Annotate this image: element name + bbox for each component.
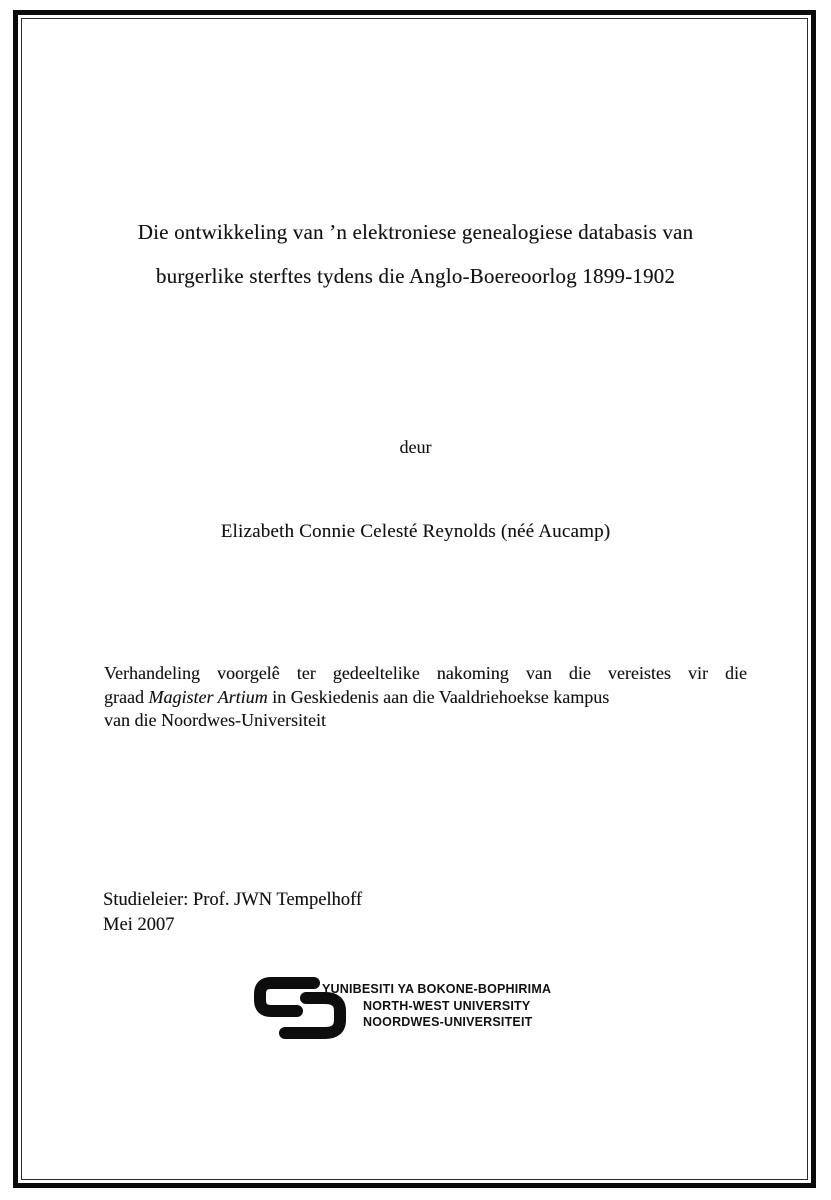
title-line-1: Die ontwikkeling van ’n elektroniese genealogiese databasis van [137,220,694,244]
author-name: Elizabeth Connie Celesté Reynolds (néé Aucamp) [220,521,611,542]
declaration-line-1: Verhandeling voorgelê ter gedeeltelike nakoming van die vereistes vir die [104,663,747,683]
university-logo-text [322,981,551,1031]
thesis-title [60,210,771,298]
supervisor-line: Studieleier: Prof. JWN Tempelhoff [103,890,363,910]
byline-deur: deur [399,437,432,457]
declaration-line-2 [104,686,747,710]
date-line: Mei 2007 [103,915,175,935]
logo-text-english: NORTH-WEST UNIVERSITY [363,998,531,1013]
declaration-paragraph [104,662,747,733]
supervisor-block [103,888,362,938]
degree-name-italic: Magister Artium [148,686,268,707]
declaration-line-3: van die Noordwes-Universiteit [104,710,326,730]
declaration-line-2-suffix: in Geskiedenis aan die Vaaldriehoekse kampus [267,686,610,707]
declaration-line-2-prefix: graad [104,686,149,707]
logo-text-afrikaans: NOORDWES-UNIVERSITEIT [363,1015,533,1029]
title-line-2: burgerlike sterftes tydens die Anglo-Boereoorlog 1899-1902 [155,264,676,288]
logo-text-setswana: YUNIBESITI YA BOKONE-BOPHIRIMA [322,982,552,996]
